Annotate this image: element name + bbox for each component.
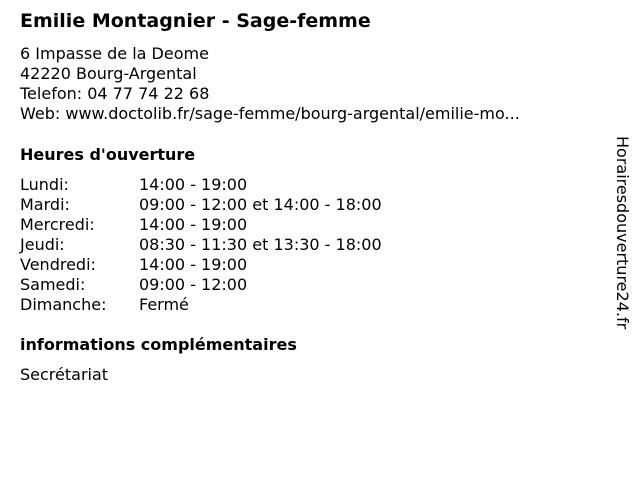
hours-row [20, 175, 382, 195]
hours-row [20, 255, 382, 275]
day-label: Jeudi: [20, 235, 65, 254]
day-label: Mercredi: [20, 215, 95, 234]
hours-row [20, 275, 382, 295]
hours-row [20, 295, 382, 315]
phone-number: Telefon: 04 77 74 22 68 [20, 84, 210, 103]
day-label: Samedi: [20, 275, 86, 294]
opening-hours-table [20, 175, 382, 315]
hours-heading: Heures d'ouverture [20, 145, 196, 164]
city-postcode: 42220 Bourg-Argental [20, 64, 197, 83]
day-label: Lundi: [20, 175, 69, 194]
day-label: Vendredi: [20, 255, 96, 274]
time-value: 14:00 - 19:00 [139, 255, 248, 274]
day-label: Dimanche: [20, 295, 107, 314]
site-watermark: Horairesdouverture24.fr [613, 136, 632, 330]
hours-row [20, 235, 382, 255]
street-address: 6 Impasse de la Deome [20, 44, 209, 63]
page-title: Emilie Montagnier - Sage-femme [20, 10, 371, 32]
day-label: Mardi: [20, 195, 70, 214]
time-value: 08:30 - 11:30 et 13:30 - 18:00 [139, 235, 382, 254]
hours-row [20, 215, 382, 235]
time-value: 14:00 - 19:00 [139, 215, 248, 234]
time-value: Fermé [139, 295, 189, 314]
time-value: 09:00 - 12:00 et 14:00 - 18:00 [139, 195, 382, 214]
info-text: Secrétariat [20, 365, 109, 384]
time-value: 14:00 - 19:00 [139, 175, 248, 194]
hours-row [20, 195, 382, 215]
address-block [20, 44, 520, 124]
info-heading: informations complémentaires [20, 335, 297, 354]
time-value: 09:00 - 12:00 [139, 275, 248, 294]
website-link: Web: www.doctolib.fr/sage-femme/bourg-argental/emilie-mo... [20, 104, 520, 123]
